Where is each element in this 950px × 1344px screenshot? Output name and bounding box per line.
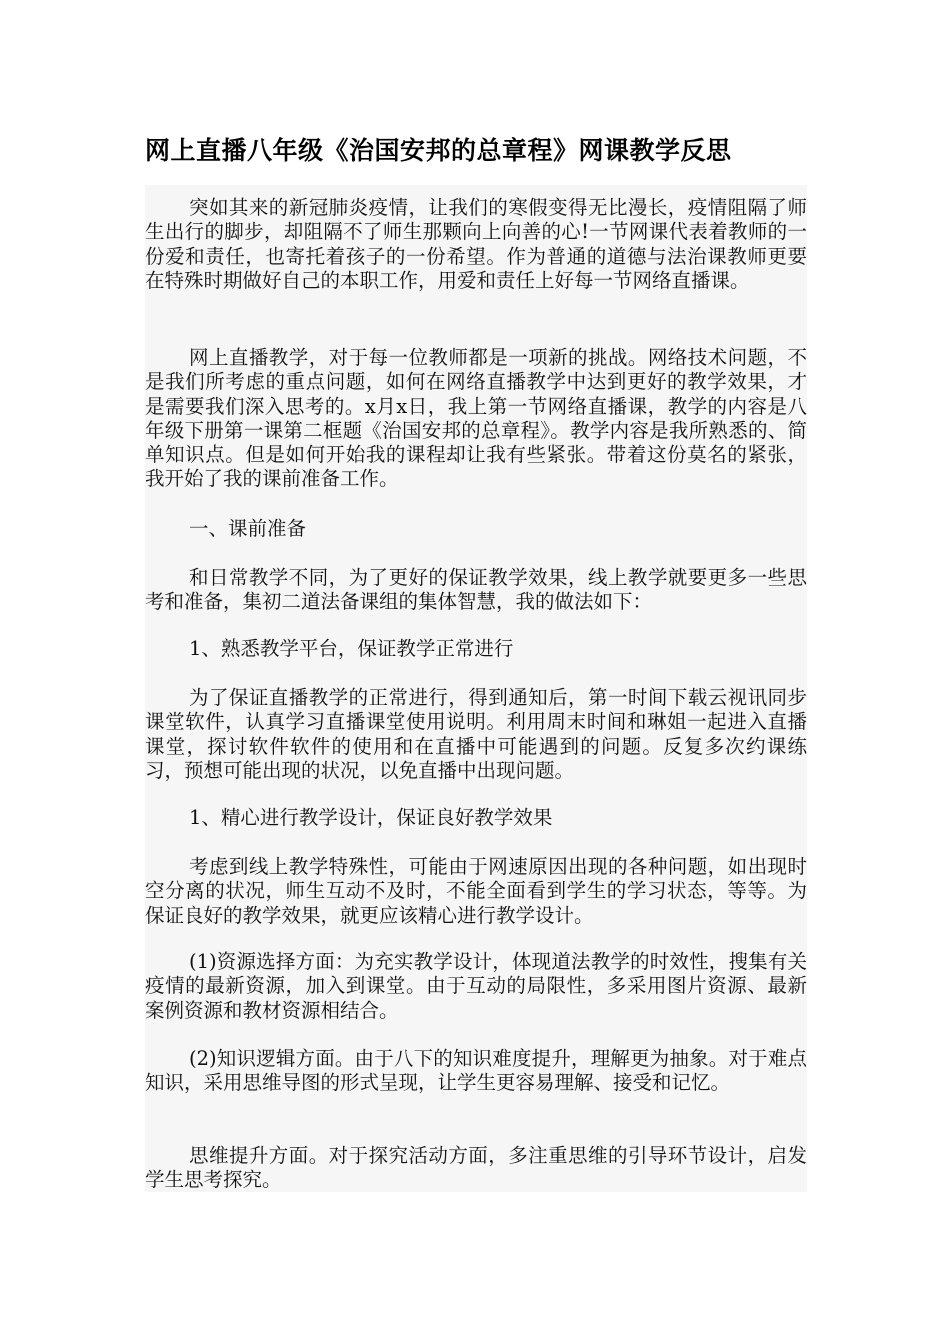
subheading-platform: 1、熟悉教学平台，保证教学正常进行	[189, 637, 514, 660]
section-heading-preparation: 一、课前准备	[189, 517, 307, 540]
subheading-design: 1、精心进行教学设计，保证良好教学效果	[189, 806, 553, 829]
paragraph-preparation-intro: 和日常教学不同，为了更好的保证教学效果，线上教学就要更多一些思考和准备，集初二道法备课组的集体智慧，我的做法如下：	[145, 566, 807, 614]
paragraph-resources: (1)资源选择方面：为充实教学设计，体现道法教学的时效性，搜集有关疫情的最新资源，加入到课堂。由于互动的局限性，多采用图片资源、最新案例资源和教材资源相结合。	[145, 950, 807, 1022]
paragraph-platform: 为了保证直播教学的正常进行，得到通知后，第一时间下载云视讯同步课堂软件，认真学习直播课堂使用说明。利用周末时间和琳姐一起进入直播课堂，探讨软件软件的使用和在直播中可能遇到的问题。反复多次约课练习，预想可能出现的状况，以免直播中出现问题。	[145, 686, 807, 782]
paragraph-knowledge-logic: (2)知识逻辑方面。由于八下的知识难度提升，理解更为抽象。对于难点知识，采用思维导图的形式呈现，让学生更容易理解、接受和记忆。	[145, 1047, 807, 1095]
paragraph-intro: 突如其来的新冠肺炎疫情，让我们的寒假变得无比漫长，疫情阻隔了师生出行的脚步，却阻隔不了师生那颗向上向善的心!一节网课代表着教师的一份爱和责任，也寄托着孩子的一份希望。作为普通的道德与法治课教师更要在特殊时期做好自己的本职工作，用爱和责任上好每一节网络直播课。	[145, 196, 807, 292]
paragraph-design: 考虑到线上教学特殊性，可能由于网速原因出现的各种问题，如出现时空分离的状况，师生互动不及时，不能全面看到学生的学习状态，等等。为保证良好的教学效果，就更应该精心进行教学设计。	[145, 855, 807, 927]
paragraph-thinking: 思维提升方面。对于探究活动方面，多注重思维的引导环节设计，启发学生思考探究。	[145, 1144, 807, 1192]
document-title: 网上直播八年级《治国安邦的总章程》网课教学反思	[145, 136, 732, 165]
paragraph-challenge: 网上直播教学，对于每一位教师都是一项新的挑战。网络技术问题，不是我们所考虑的重点问题，如何在网络直播教学中达到更好的教学效果，才是需要我们深入思考的。x月x日，我上第一节网络直播课，教学的内容是八年级下册第一课第二框题《治国安邦的总章程》。教学内容是我所熟悉的、简单知识点。但是如何开始我的课程却让我有些紧张。带着这份莫名的紧张，我开始了我的课前准备工作。	[145, 346, 807, 491]
